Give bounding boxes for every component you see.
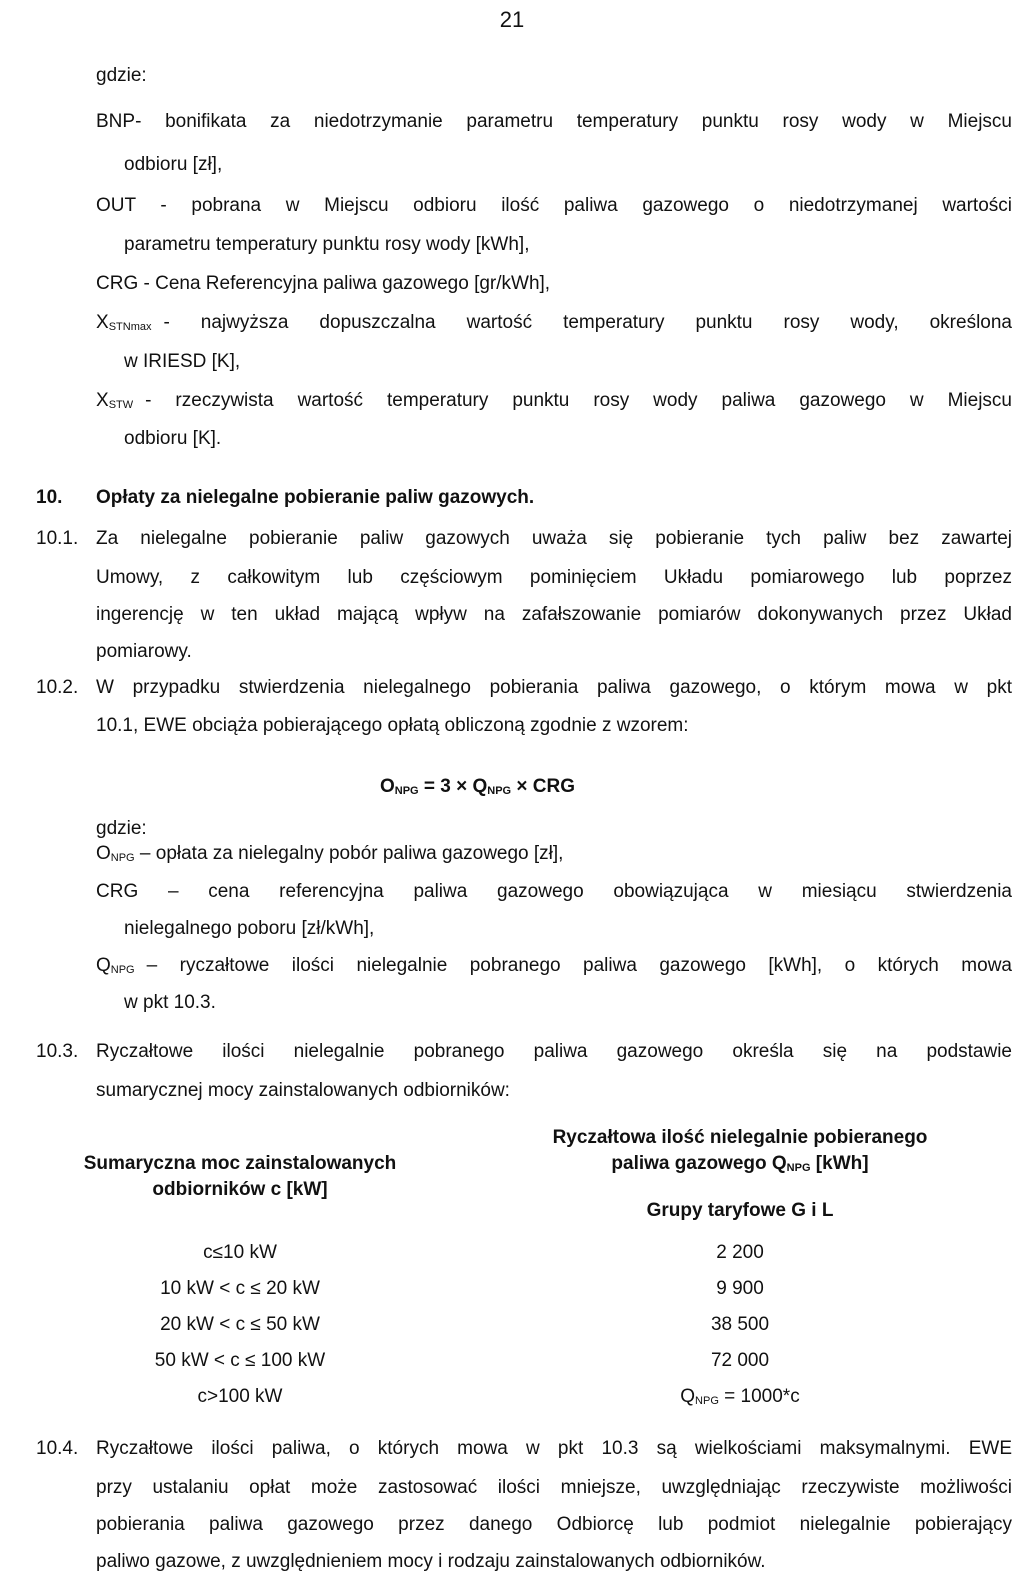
paragraph-10-4-line3: pobierania paliwa gazowego przez danego Odbiorcę lub podmiot nielegalnie pobierający (96, 1514, 1012, 1535)
xstw-symbol: $X_{STW}$ (96, 390, 134, 411)
qnpg-definition-line2: w pkt 10.3. (124, 992, 216, 1013)
paragraph-10-4-number: 10.4. (36, 1438, 79, 1459)
crg-price-definition-line2: nielegalnego poboru [zł/kWh], (124, 918, 375, 939)
definitions-intro: gdzie: (96, 65, 147, 86)
paragraph-10-1-number: 10.1. (36, 528, 79, 549)
onpg-definition: $O_{NPG}$ – opłata za nielegalny pobór paliwa gazowego [zł], (96, 843, 564, 864)
table-col1-header-line1: Sumaryczna moc zainstalowanych (83, 1153, 397, 1174)
paragraph-10-4-line2: przy ustalaniu opłat może zastosować ilości mniejsze, uwzględniając rzeczywiste możliwości (96, 1477, 1012, 1498)
table-row-5-power: c>100 kW (197, 1386, 283, 1407)
paragraph-10-3-line2: sumarycznej mocy zainstalowanych odbiorników: (96, 1080, 510, 1101)
out-definition-line2: parametru temperatury punktu rosy wody [kWh], (124, 234, 530, 255)
xstnmax-definition-line1: $X_{STNmax}$ - najwyższa dopuszczalna wartość temperatury punktu rosy wody, określona (96, 305, 1012, 341)
page-number: 21 (499, 7, 525, 32)
paragraph-10-1-line3: ingerencję w ten układ mającą wpływ na zafałszowanie pomiarów dokonywanych przez Układ (96, 604, 1012, 625)
table-row-4-qty: 72 000 (710, 1350, 770, 1371)
paragraph-10-2-number: 10.2. (36, 677, 79, 698)
bnp-definition-line2: odbioru [zł], (124, 154, 223, 175)
qnpg-symbol: $Q_{NPG}$ (96, 955, 135, 976)
paragraph-10-3-number: 10.3. (36, 1041, 79, 1062)
table-row-3-power: 20 kW < c ≤ 50 kW (160, 1314, 320, 1335)
xstw-definition-line2: odbioru [K]. (124, 428, 222, 449)
table-col2-header-line1: Ryczałtowa ilość nielegalnie pobieranego (552, 1127, 928, 1148)
out-definition-line1: OUT - pobrana w Miejscu odbioru ilość paliwa gazowego o niedotrzymanej wartości (96, 195, 1012, 216)
table-col2-header-line2: paliwa gazowego $Q_{NPG}$ [kWh] (611, 1153, 869, 1174)
crg-price-definition-line1: CRG – cena referencyjna paliwa gazowego obowiązująca w miesiącu stwierdzenia (96, 881, 1012, 902)
paragraph-10-2-line2: 10.1, EWE obciąża pobierającego opłatą obliczoną zgodnie z wzorem: (96, 715, 689, 736)
table-row-2-power: 10 kW < c ≤ 20 kW (160, 1278, 320, 1299)
crg-definition: CRG - Cena Referencyjna paliwa gazowego [gr/kWh], (96, 273, 551, 294)
table-row-3-qty: 38 500 (710, 1314, 770, 1335)
paragraph-10-4-line1: Ryczałtowe ilości paliwa, o których mowa w pkt 10.3 są wielkościami maksymalnymi. EWE (96, 1438, 1012, 1459)
table-col1-header-line2: odbiorników c [kW] (152, 1179, 328, 1200)
table-col2-subheader: Grupy taryfowe G i L (646, 1200, 834, 1221)
paragraph-10-2-line1: W przypadku stwierdzenia nielegalnego pobierania paliwa gazowego, o którym mowa w pkt (96, 677, 1012, 698)
formula-definitions-intro: gdzie: (96, 818, 147, 839)
paragraph-10-3-line1: Ryczałtowe ilości nielegalnie pobranego paliwa gazowego określa się na podstawie (96, 1041, 1012, 1062)
onpg-symbol: $O_{NPG}$ (96, 843, 135, 864)
table-row-1-power: c≤10 kW (203, 1242, 277, 1263)
xstnmax-definition-line2: w IRIESD [K], (124, 351, 241, 372)
qnpg-definition-line1: $Q_{NPG}$ – ryczałtowe ilości nielegalnie pobranego paliwa gazowego [kWh], o których mowa (96, 948, 1012, 984)
table-row-1-qty: 2 200 (716, 1242, 764, 1263)
paragraph-10-1-line1: Za nielegalne pobieranie paliw gazowych uważa się pobieranie tych paliw bez zawartej (96, 528, 1012, 549)
section-10-title: Opłaty za nielegalne pobieranie paliw gazowych. (96, 487, 535, 508)
xstw-definition-line1: $X_{STW}$ - rzeczywista wartość temperatury punktu rosy wody paliwa gazowego w Miejscu (96, 383, 1012, 419)
fee-formula: $O_{NPG} = 3 \times Q_{NPG}$ × CRG (380, 776, 575, 797)
table-row-2-qty: 9 900 (716, 1278, 764, 1299)
xstnmax-symbol: $X_{STNmax}$ (96, 312, 152, 333)
paragraph-10-4-line4: paliwo gazowe, z uwzględnieniem mocy i rodzaju zainstalowanych odbiorników. (96, 1551, 766, 1572)
section-10-number: 10. (36, 487, 63, 508)
paragraph-10-1-line2: Umowy, z całkowitym lub częściowym pominięciem Układu pomiarowego lub poprzez (96, 567, 1012, 588)
paragraph-10-1-line4: pomiarowy. (96, 641, 192, 662)
table-row-4-power: 50 kW < c ≤ 100 kW (154, 1350, 326, 1371)
bnp-definition-line1: BNP- bonifikata za niedotrzymanie parametru temperatury punktu rosy wody w Miejscu (96, 111, 1012, 132)
table-row-5-qty: $Q_{NPG} = 1000*c$ (680, 1386, 800, 1407)
